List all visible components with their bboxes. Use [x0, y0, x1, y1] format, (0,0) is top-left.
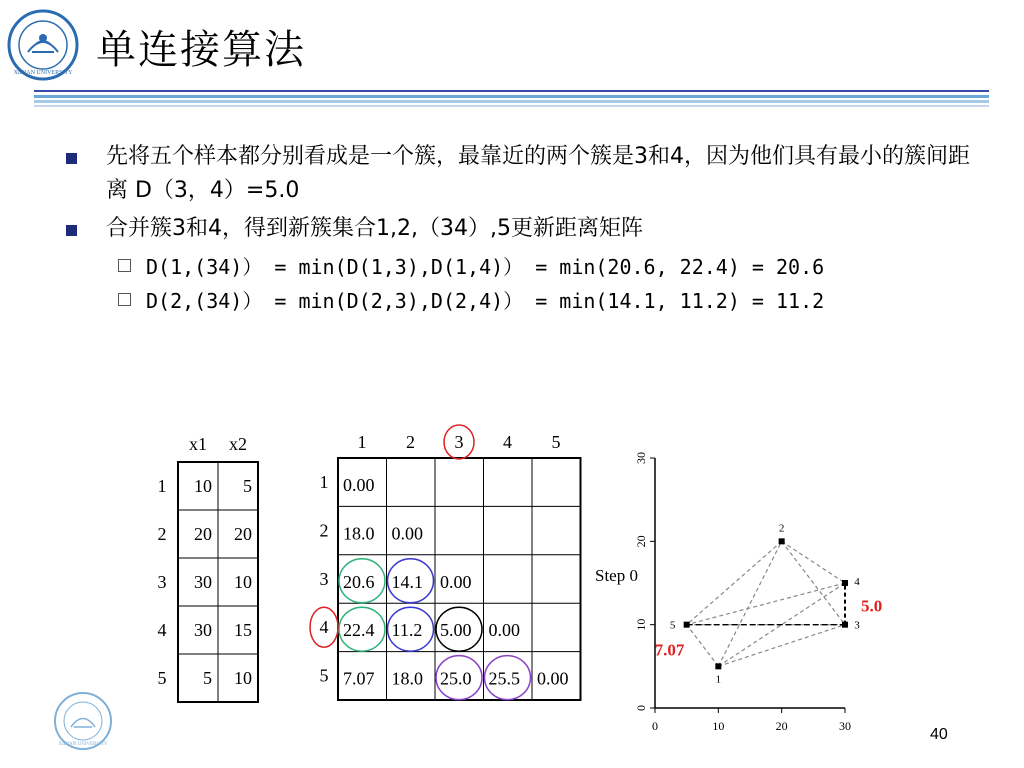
table-row-label: 4 [157, 620, 167, 640]
matrix-cell: 14.1 [391, 571, 423, 592]
point-label: 3 [854, 619, 860, 632]
matrix-col-header: 2 [406, 432, 415, 452]
point-label: 2 [778, 522, 785, 535]
svg-text:XIDIAN UNIVERSITY: XIDIAN UNIVERSITY [58, 742, 108, 747]
clustering-figure [140, 425, 900, 733]
sub-bullet-item [66, 250, 986, 284]
point-label: 5 [669, 619, 676, 632]
matrix-cell: 25.5 [488, 668, 520, 689]
x-tick-label: 20 [775, 719, 788, 733]
matrix-col-header: 3 [454, 432, 464, 452]
matrix-cell: 25.0 [440, 668, 472, 689]
matrix-cell: 18.0 [391, 668, 423, 689]
distance-matrix [310, 425, 581, 700]
table-cell: 10 [234, 668, 252, 688]
sub-bullet-item [66, 284, 986, 318]
matrix-cell: 0.00 [440, 571, 472, 592]
table-col-header: x2 [229, 434, 247, 454]
bullet-text: 合并簇3和4，得到新簇集合1,2,（34）,5更新距离矩阵 [106, 216, 643, 241]
slide-title: 单连接算法 [96, 27, 306, 73]
matrix-cell: 22.4 [343, 620, 375, 641]
title-divider [34, 90, 989, 110]
sub-bullet-text: D(1,(34)） = min(D(1,3),D(1,4)） = min(20.6, 22.4) = 20.6 [146, 255, 825, 279]
y-tick-label: 10 [634, 618, 648, 631]
matrix-cell: 7.07 [343, 668, 375, 689]
sub-bullet-text: D(2,(34)） = min(D(2,3),D(2,4)） = min(14.1, 11.2) = 11.2 [146, 289, 825, 313]
data-point [842, 622, 848, 628]
table-cell: 10 [234, 572, 252, 592]
distance-link [782, 541, 845, 583]
table-cell: 30 [194, 620, 212, 640]
point-label: 4 [854, 576, 860, 588]
bullet-item [66, 140, 986, 208]
distance-annotation: 5.0 [861, 596, 883, 616]
distance-annotation: 7.07 [654, 640, 685, 660]
data-point [684, 622, 690, 628]
matrix-cell: 0.00 [343, 475, 375, 495]
distance-link [782, 541, 845, 624]
bullet-square-icon [66, 225, 77, 236]
matrix-row-label: 2 [319, 520, 329, 541]
table-row-label: 5 [157, 668, 167, 688]
bullet-text: 先将五个样本都分别看成是一个簇，最靠近的两个簇是3和4，因为他们具有最小的簇间距离 D（3，4）=5.0 [106, 144, 970, 203]
matrix-row-label: 5 [319, 665, 329, 686]
bullet-square-icon [66, 153, 77, 164]
table-cell: 20 [194, 524, 212, 544]
matrix-row-label: 3 [319, 568, 329, 589]
scatter-chart [595, 452, 882, 733]
matrix-row-label: 1 [319, 472, 329, 492]
matrix-cell: 18.0 [343, 523, 375, 544]
matrix-cell: 5.00 [440, 620, 472, 641]
table-col-header: x1 [189, 434, 207, 454]
table-cell: 30 [194, 572, 212, 592]
y-tick-label: 0 [634, 705, 648, 711]
university-logo [6, 8, 80, 82]
point-label: 1 [715, 673, 722, 686]
page-number: 40 [930, 726, 948, 743]
table-cell: 5 [203, 668, 212, 688]
distance-link [718, 541, 781, 666]
data-point [715, 663, 721, 669]
sub-bullet-box-icon [118, 259, 131, 272]
data-point [842, 580, 848, 586]
matrix-col-header: 4 [503, 432, 512, 452]
distance-link [718, 625, 845, 667]
table-cell: 20 [234, 524, 252, 544]
matrix-cell: 0.00 [391, 523, 423, 544]
table-row-label: 2 [157, 524, 167, 544]
table-row-label: 1 [157, 476, 167, 496]
university-logo-watermark [52, 690, 114, 752]
matrix-col-header: 5 [551, 432, 561, 452]
data-point [779, 538, 785, 544]
table-cell: 5 [243, 476, 252, 496]
matrix-cell: 0.00 [537, 668, 569, 689]
bullet-list [66, 140, 986, 318]
x-tick-label: 0 [652, 719, 658, 733]
figure-svg [140, 425, 900, 733]
distance-link [687, 625, 719, 667]
step-label: Step 0 [595, 566, 638, 585]
x-tick-label: 10 [712, 719, 725, 733]
y-tick-label: 20 [634, 535, 648, 548]
matrix-cell: 0.00 [488, 620, 520, 641]
matrix-col-header: 1 [357, 432, 367, 452]
matrix-row-label: 4 [319, 617, 329, 638]
table-cell: 15 [234, 620, 252, 640]
x-tick-label: 30 [839, 719, 851, 733]
data-table [158, 434, 259, 702]
sub-bullet-box-icon [118, 293, 131, 306]
bullet-item [66, 212, 986, 246]
y-tick-label: 30 [634, 452, 648, 464]
svg-text:XIDIAN UNIVERSITY: XIDIAN UNIVERSITY [13, 70, 73, 76]
table-row-label: 3 [157, 572, 167, 592]
table-cell: 10 [194, 476, 212, 496]
matrix-cell: 20.6 [343, 571, 375, 592]
matrix-cell: 11.2 [391, 620, 423, 641]
